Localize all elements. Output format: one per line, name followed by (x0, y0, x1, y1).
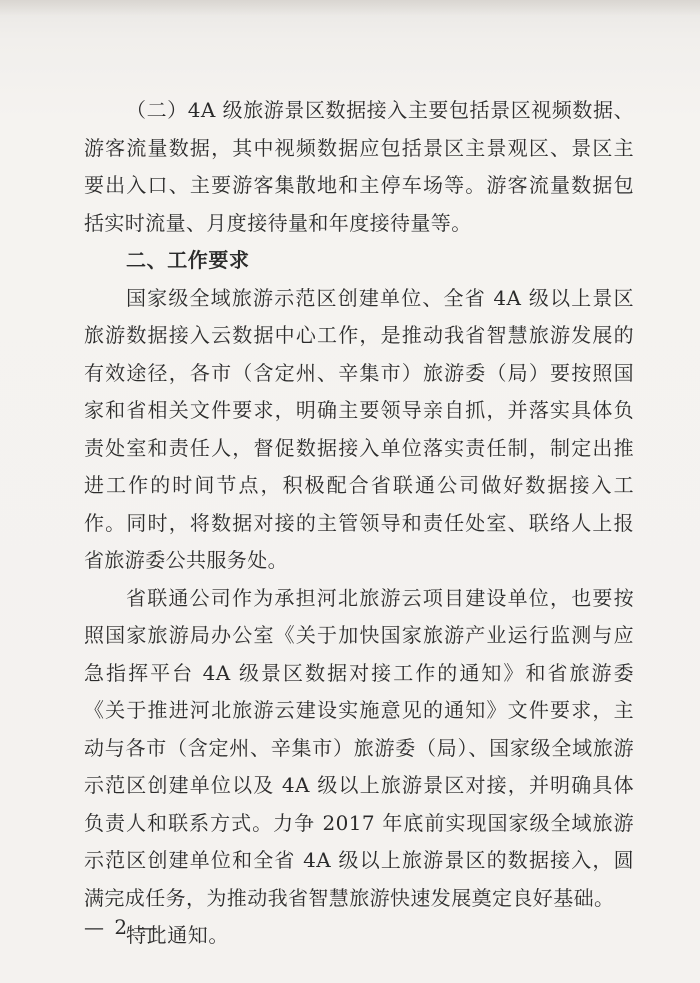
page-number: — 2 — (84, 915, 160, 939)
closing-notice: 特此通知。 (126, 923, 229, 947)
document-body (84, 92, 634, 955)
section-heading-work-requirements: 二、工作要求 (126, 248, 250, 272)
paragraph-data-access-scope: （二）4A 级旅游景区数据接入主要包括景区视频数据、游客流量数据，其中视频数据应包括景区主景观区、景区主要出入口、主要游客集散地和主停车场等。游客流量数据包括实时流量、月度接待量和年度接待量等。 (84, 98, 634, 235)
scan-edge-shadow (0, 0, 700, 16)
paragraph-city-requirements: 国家级全域旅游示范区创建单位、全省 4A 级以上景区旅游数据接入云数据中心工作，是推动我省智慧旅游发展的有效途径，各市（含定州、辛集市）旅游委（局）要按照国家和省相关文件要求，明确主要领导亲自抓，并落实具体负责处室和责任人，督促数据接入单位落实责任制，制定出推进工作的时间节点，积极配合省联通公司做好数据接入工作。同时，将数据对接的主管领导和责任处室、联络人上报省旅游委公共服务处。 (84, 285, 634, 572)
paragraph-unicom-requirements: 省联通公司作为承担河北旅游云项目建设单位，也要按照国家旅游局办公室《关于加快国家旅游产业运行监测与应急指挥平台 4A 级景区数据对接工作的通知》和省旅游委《关于推进河北旅游云建设实施意见的通知》文件要求，主动与各市（含定州、辛集市）旅游委（局）、国家级全域旅游示范区创建单位以及 4A 级以上旅游景区对接，并明确具体负责人和联系方式。力争 2017 年底前实现国家级全域旅游示范区创建单位和全省 4A 级以上旅游景区的数据接入，圆满完成任务，为推动我省智慧旅游快速发展奠定良好基础。 (84, 585, 634, 910)
